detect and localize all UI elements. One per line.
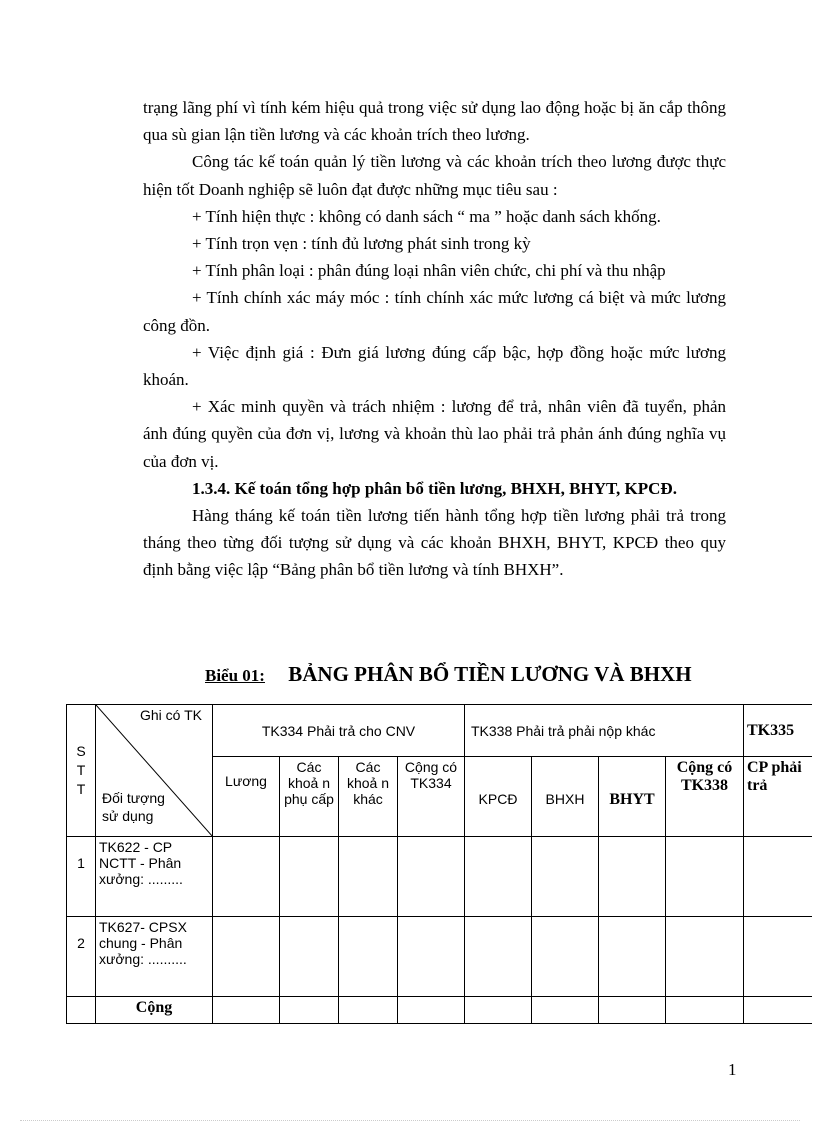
paragraph: trạng lãng phí vì tính kém hiệu quả trong việc sử dụng lao động hoặc bị ăn cắp thông qua sù gian lận tiền lương và các khoản trích theo lương. <box>143 98 726 145</box>
col-header-phu-cap: Các khoả n phụ cấp <box>280 757 339 837</box>
col-header-cong-tk334: Cộng có TK334 <box>398 757 465 837</box>
page-number: 1 <box>728 1060 737 1079</box>
paragraph: + Tính phân loại : phân đúng loại nhân viên chức, chi phí và thu nhập <box>192 261 666 281</box>
col-header-bhyt: BHYT <box>599 757 666 837</box>
total-label: Cộng <box>96 997 213 1024</box>
paragraph: + Xác minh quyền và trách nhiệm : lương để trả, nhân viên đã tuyển, phản ánh đúng quyền của đơn vị, lương và khoản thù lao phải trả phản ánh đúng nghĩa vụ của đơn vị. <box>143 397 726 471</box>
row-stt: 1 <box>67 837 96 917</box>
col-header-kpcd: KPCĐ <box>465 757 532 837</box>
table-row <box>67 837 812 917</box>
row-label: TK627- CPSX chung - Phân xưởng: .......... <box>96 917 213 997</box>
col-header-khoan-khac: Các khoả n khác <box>339 757 398 837</box>
col-header-luong: Lương <box>213 757 280 837</box>
object-label: Đối tượng sử dụng <box>102 790 165 824</box>
credit-account-label: Ghi có TK <box>140 707 202 723</box>
total-row <box>67 997 812 1024</box>
group-header-tk334: TK334 Phải trả cho CNV <box>213 705 465 757</box>
diagonal-header-cell <box>96 705 213 837</box>
row-stt: 2 <box>67 917 96 997</box>
stt-header: S T T <box>67 705 96 837</box>
caption-label: Biểu 01: <box>205 666 265 685</box>
caption-title: BẢNG PHÂN BỔ TIỀN LƯƠNG VÀ BHXH <box>288 662 692 686</box>
group-header-tk335: TK335 <box>744 705 812 757</box>
paragraph: + Tính trọn vẹn : tính đủ lương phát sinh trong kỳ <box>192 234 531 254</box>
group-header-tk338: TK338 Phải trả phải nộp khác <box>465 705 744 757</box>
col-header-cong-tk338: Cộng có TK338 <box>666 757 744 837</box>
paragraph: + Việc định giá : Đưn giá lương đúng cấp bậc, hợp đồng hoặc mức lương khoán. <box>143 342 726 390</box>
col-header-cp-phai-tra: CP phải trả <box>744 757 812 837</box>
body-text <box>143 94 726 584</box>
paragraph: + Tính chính xác máy móc : tính chính xác mức lương cá biệt và mức lương công đồn. <box>143 288 726 335</box>
table-row <box>67 917 812 997</box>
paragraph: Công tác kế toán quản lý tiền lương và các khoản trích theo lương được thực hiện tốt Doanh nghiệp sẽ luôn đạt được những mục tiêu sau : <box>143 152 726 199</box>
allocation-table <box>66 704 812 1024</box>
col-header-bhxh: BHXH <box>532 757 599 837</box>
section-heading: 1.3.4. Kế toán tổng hợp phân bổ tiền lương, BHXH, BHYT, KPCĐ. <box>192 478 677 498</box>
row-label: TK622 - CP NCTT - Phân xưởng: ......... <box>96 837 213 917</box>
footer-divider <box>20 1120 800 1121</box>
paragraph: Hàng tháng kế toán tiền lương tiến hành tổng hợp tiền lương phải trả trong tháng theo từng đối tượng sử dụng và các khoản BHXH, BHYT, KPCĐ theo quy định bằng việc lập “Bảng phân bổ tiền lương và tính BHXH”. <box>143 506 726 580</box>
paragraph: + Tính hiện thực : không có danh sách “ ma ” hoặc danh sách khống. <box>192 206 661 226</box>
table-caption <box>205 662 692 687</box>
